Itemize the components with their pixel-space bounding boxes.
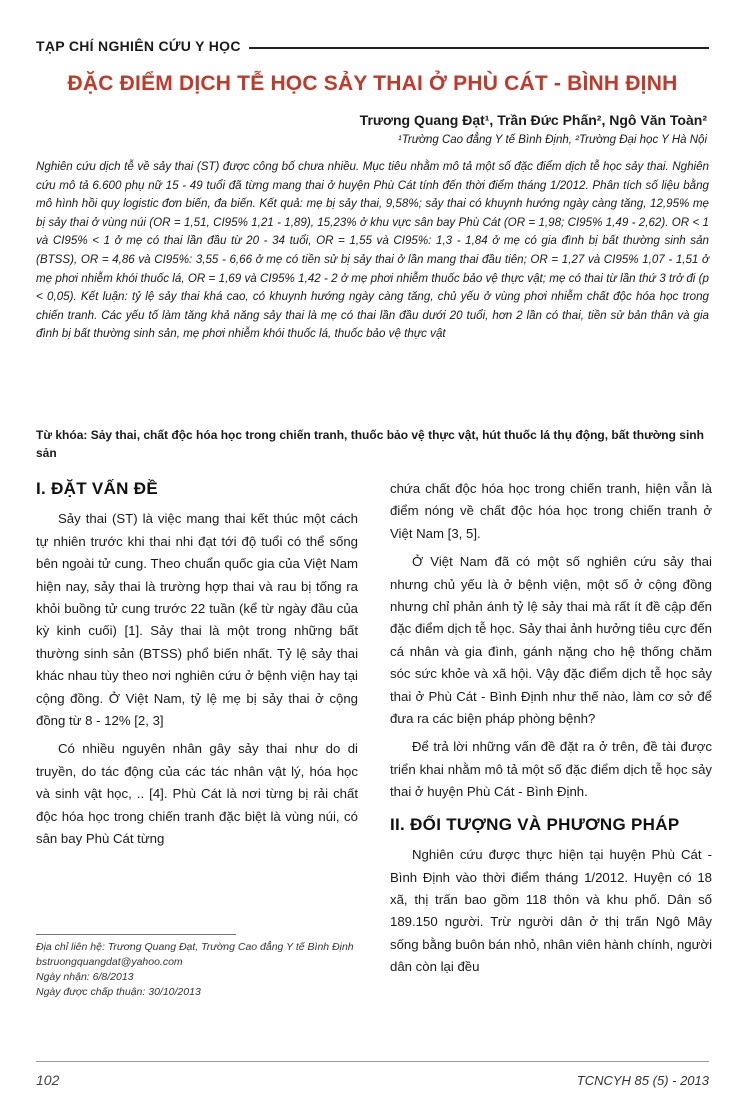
abstract: Nghiên cứu dịch tễ về sảy thai (ST) được công bố chưa nhiều. Mục tiêu nhằm mô tả một số đặc điểm dịch tễ học sảy thai. Nghiên cứu mô tả 6.600 phụ nữ 15 - 49 tuổi đã từng mang thai ở huyện Phù Cát tính đến thời điểm tháng 1/2012. Phân tích số liệu bằng mô hình hồi quy logistic đơn biến, đa biến. Kết quả: mẹ bị sảy thai, 9,58%; sảy thai có khuynh hướng ngày càng tăng, 12,95% mẹ bị sảy thai ở vùng núi (OR = 1,51, CI95% 1,21 - 1,89), 15,23% ở khu vực sân bay Phù Cát (OR = 1,98; CI95% 1,49 - 2,62). OR < 1 và CI95% < 1 ở mẹ có thai lần đầu từ 20 - 34 tuổi, OR = 1,55 và CI95%: 1,3 - 1,84 ở mẹ có gia đình bị bất thường sinh sản (BTSS), OR = 4,86 và CI95%: 3,55 - 6,66 ở mẹ có tiền sử bị sảy thai ở lần mang thai đầu tiên; OR = 1,27 và CI95% 1,07 - 1,51 ở mẹ phơi nhiễm khói thuốc lá, OR = 1,69 và CI95% 1,42 - 2 ở mẹ phơi nhiễm thuốc bảo vệ thực vật; mẹ có thai từ lần thứ 3 trở đi (p < 0,05). Kết luận: tỷ lệ sảy thai khá cao, có khuynh hướng ngày càng tăng, chủ yếu ở vùng phơi nhiễm chất độc hóa học trong chiến tranh. Các yếu tố làm tăng khả năng sảy thai là mẹ có thai lần đầu dưới 20 tuổi, hơn 2 lần có thai, tiền sử bản thân và gia đình bị bất thường sinh sản, mẹ phơi nhiễm khói thuốc lá, thuốc bảo vệ thực vật [36,160,709,341]
section-heading-methods: II. ĐỐI TƯỢNG VÀ PHƯƠNG PHÁP [390,814,680,834]
right-column [390,478,712,985]
paragraph: Nghiên cứu được thực hiện tại huyện Phù Cát - Bình Định vào thời điểm tháng 1/2012. Huyện có 18 xã, thị trấn bao gồm 118 thôn và khu phố. Dân số 189.150 người. Trừ người dân ở thị trấn Ngô Mây sống bằng buôn bán nhỏ, nhân viên hành chính, người dân còn lại đều [390,847,712,975]
footnote-accepted: Ngày được chấp thuận: 30/10/2013 [36,986,201,998]
paragraph: Sảy thai (ST) là việc mang thai kết thúc một cách tự nhiên trước khi thai nhi đạt tới độ tuổi có thể sống bên ngoài tử cung. Theo chuẩn quốc gia của Việt Nam hiện nay, sảy thai là trường hợp thai và rau bị tống ra khỏi buồng tử cung trước 22 tuần (kể từ ngày đầu của kỳ kinh cuối) [1]. Sảy thai là một trong những bất thường sinh sản (BTSS) phổ biến nhất. Tỷ lệ sảy thai khác nhau tùy theo nơi nghiên cứu ở bệnh viện hay tại cộng đồng. Ở Việt Nam, tỷ lệ mẹ bị sảy thai ở cộng đồng từ 8 - 12% [2, 3] [36,511,358,729]
footnote-contact: Địa chỉ liên hệ: Trương Quang Đạt, Trường Cao đẳng Y tế Bình Định [36,941,354,953]
page-number: 102 [36,1072,60,1088]
paragraph: Ở Việt Nam đã có một số nghiên cứu sảy thai nhưng chủ yếu là ở bệnh viện, một số ở cộng đồng nhưng chỉ phản ánh tỷ lệ sảy thai mà rất ít đề cập đến đặc điểm dịch tễ học. Sảy thai ảnh hưởng tiêu cực đến cá nhân và gia đình, gánh nặng cho hệ thống chăm sóc sức khỏe và xã hội. Vậy đặc điểm dịch tễ học sảy thai ở Phù Cát - Bình Định như thế nào, làm cơ sở để đưa ra các biện pháp phòng bệnh? [390,554,712,727]
section-heading-intro: I. ĐẶT VẤN ĐỀ [36,479,158,498]
header-rule [249,47,709,49]
left-column [36,478,358,857]
authors: Trương Quang Đạt¹, Trần Đức Phấn², Ngô Văn Toàn² [359,112,707,128]
footnote-rule [36,934,236,935]
keywords: Từ khóa: Sảy thai, chất độc hóa học trong chiến tranh, thuốc bảo vệ thực vật, hút thuốc lá thụ động, bất thường sinh sản [36,428,704,460]
footnote-received: Ngày nhận: 6/8/2013 [36,971,134,983]
footer-rule [36,1061,709,1062]
footnote [36,940,358,1000]
affiliations: ¹Trường Cao đẳng Y tế Bình Định, ²Trường Đại học Y Hà Nội [397,134,707,146]
footnote-email: bstruongquangdat@yahoo.com [36,956,183,968]
paragraph: Để trả lời những vấn đề đặt ra ở trên, đề tài được triển khai nhằm mô tả một số đặc điểm dịch tễ học sảy thai ở huyện Phù Cát - Bình Định. [390,739,712,800]
paragraph: chứa chất độc hóa học trong chiến tranh, hiện vẫn là điểm nóng về chất độc hóa học trong chiến tranh ở Việt Nam [3, 5]. [390,481,712,541]
journal-name: TẠP CHÍ NGHIÊN CỨU Y HỌC [36,38,241,54]
paragraph: Có nhiều nguyên nhân gây sảy thai như do di truyền, do tác động của các tác nhân vật lý, hóa học và sinh vật học, .. [4]. Phù Cát là nơi từng bị rải chất độc hóa học trong chiến tranh đặc biệt là vùng núi, có sân bay Phù Cát từng [36,741,358,847]
article-title: ĐẶC ĐIỂM DỊCH TỄ HỌC SẢY THAI Ở PHÙ CÁT - BÌNH ĐỊNH [67,72,678,95]
journal-issue: TCNCYH 85 (5) - 2013 [576,1073,709,1088]
journal-header [36,36,709,56]
